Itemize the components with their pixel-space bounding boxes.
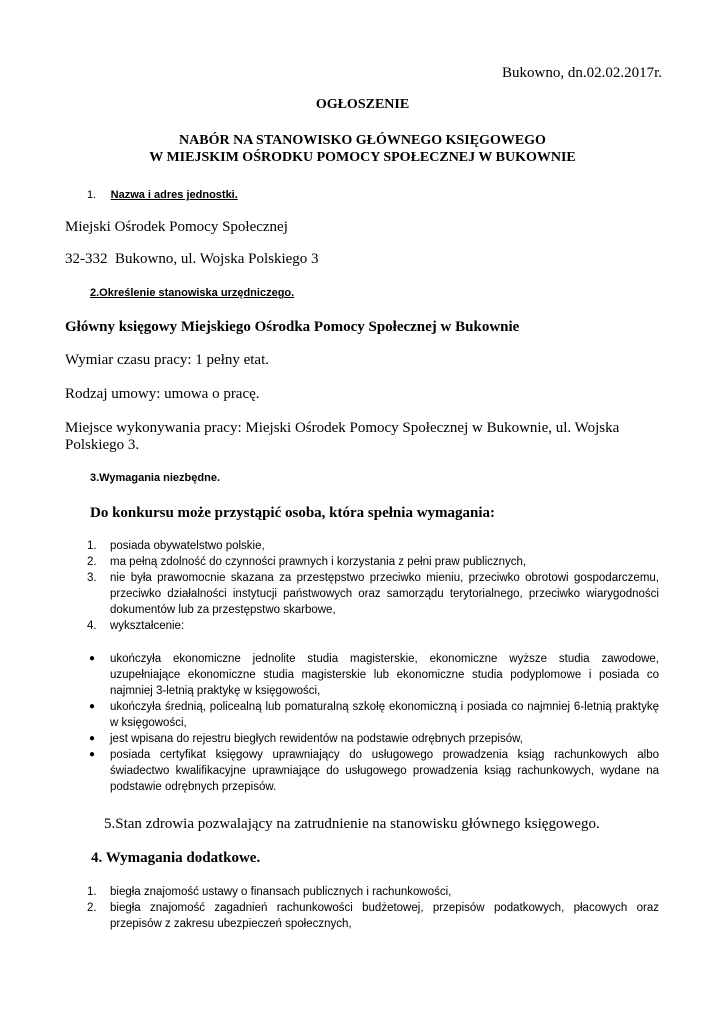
list-item: ● jest wpisana do rejestru biegłych rewidentów na podstawie odrębnych przepisów, — [89, 733, 523, 745]
section1-heading — [87, 185, 238, 203]
list-item: ● ukończyła średnią, policealną lub pomaturalną szkołę ekonomiczną i posiada co najmniej 6-letnią praktykę w księgowości, — [89, 701, 659, 729]
additional-requirements-list — [87, 884, 659, 932]
section1-number: 1. — [87, 189, 97, 201]
bullet-icon: ● — [89, 749, 96, 760]
list-item: 2. ma pełną zdolność do czynności prawnych i korzystania z pełni praw publicznych, — [87, 556, 527, 568]
institution-name: Miejski Ośrodek Pomocy Społecznej — [65, 219, 288, 235]
requirements-intro: Do konkursu może przystąpić osoba, która spełnia wymagania: — [90, 505, 496, 521]
section2-heading: 2.Określenie stanowiska urzędniczego. — [90, 287, 295, 299]
list-item: 3. nie była prawomocnie skazana za przestępstwo przeciwko mieniu, przeciwko obrotowi gospodarczemu, przeciwko działalności instytucji państwowych oraz samorządu terytorialnego, przeciwko wiarygodności dokumentów lub za przestępstwo skarbowe, — [87, 572, 659, 616]
list-item: 1. biegła znajomość ustawy o finansach publicznych i rachunkowości, — [87, 886, 452, 898]
work-place-line2: Polskiego 3. — [65, 437, 140, 453]
document-subtitle-line2: W MIEJSKIM OŚRODKU POMOCY SPOŁECZNEJ W BUKOWNIE — [149, 150, 576, 165]
section1-label: Nazwa i adres jednostki. — [110, 189, 238, 201]
bullet-icon: ● — [89, 653, 96, 664]
list-item: ● ukończyła ekonomiczne jednolite studia magisterskie, ekonomiczne wyższe studia zawodowe, uzupełniające ekonomiczne studia magisterskie lub ekonomiczne studia podyplomowe i posiada co najmniej 3-letnią praktykę w księgowości, — [89, 653, 659, 697]
requirements-list — [87, 538, 659, 634]
bullet-icon: ● — [89, 701, 96, 712]
work-time: Wymiar czasu pracy: 1 pełny etat. — [65, 352, 270, 368]
section4-heading: 4. Wymagania dodatkowe. — [91, 850, 261, 866]
institution-address: 32-332 Bukowno, ul. Wojska Polskiego 3 — [65, 251, 319, 267]
education-bullet-list — [87, 651, 659, 795]
document-title: OGŁOSZENIE — [315, 97, 410, 112]
list-item: 1. posiada obywatelstwo polskie, — [87, 540, 265, 552]
list-item: 4. wykształcenie: — [87, 620, 185, 632]
list-item: 2. biegła znajomość zagadnień rachunkowości budżetowej, przepisów podatkowych, płacowych oraz przepisów z zakresu ubezpieczeń społecznych, — [87, 902, 659, 930]
health-requirement: 5.Stan zdrowia pozwalający na zatrudnienie na stanowisku głównego księgowego. — [104, 816, 600, 832]
document-subtitle-line1: NABÓR NA STANOWISKO GŁÓWNEGO KSIĘGOWEGO — [179, 133, 546, 148]
document-date: Bukowno, dn.02.02.2017r. — [501, 65, 662, 81]
bullet-icon: ● — [89, 733, 96, 744]
contract-type: Rodzaj umowy: umowa o pracę. — [65, 386, 260, 402]
list-item: ● posiada certyfikat księgowy uprawniający do usługowego prowadzenia ksiąg rachunkowych albo świadectwo kwalifikacyjne uprawniające do usługowego prowadzenia ksiąg rachunkowych, wydane na podstawie odrębnych przepisów. — [89, 749, 659, 793]
work-place-line1: Miejsce wykonywania pracy: Miejski Ośrodek Pomocy Społecznej w Bukownie, ul. Wojska — [65, 420, 620, 436]
section3-heading: 3.Wymagania niezbędne. — [90, 472, 221, 484]
position-title: Główny księgowy Miejskiego Ośrodka Pomocy Społecznej w Bukownie — [65, 319, 520, 335]
